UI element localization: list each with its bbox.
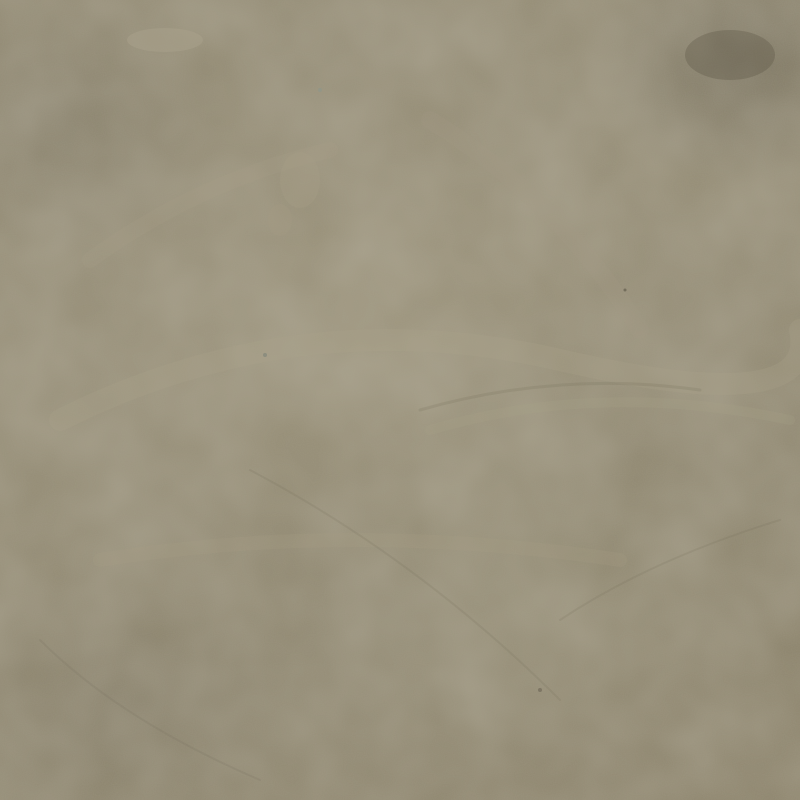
surface-spot <box>624 289 627 292</box>
surface-spot <box>268 204 292 236</box>
surface-spot <box>127 28 203 52</box>
surface-spot <box>280 152 320 208</box>
surface-spot <box>318 88 322 92</box>
surface-spot <box>538 688 542 692</box>
surface-spot <box>263 353 267 357</box>
surface-spot <box>685 30 775 80</box>
